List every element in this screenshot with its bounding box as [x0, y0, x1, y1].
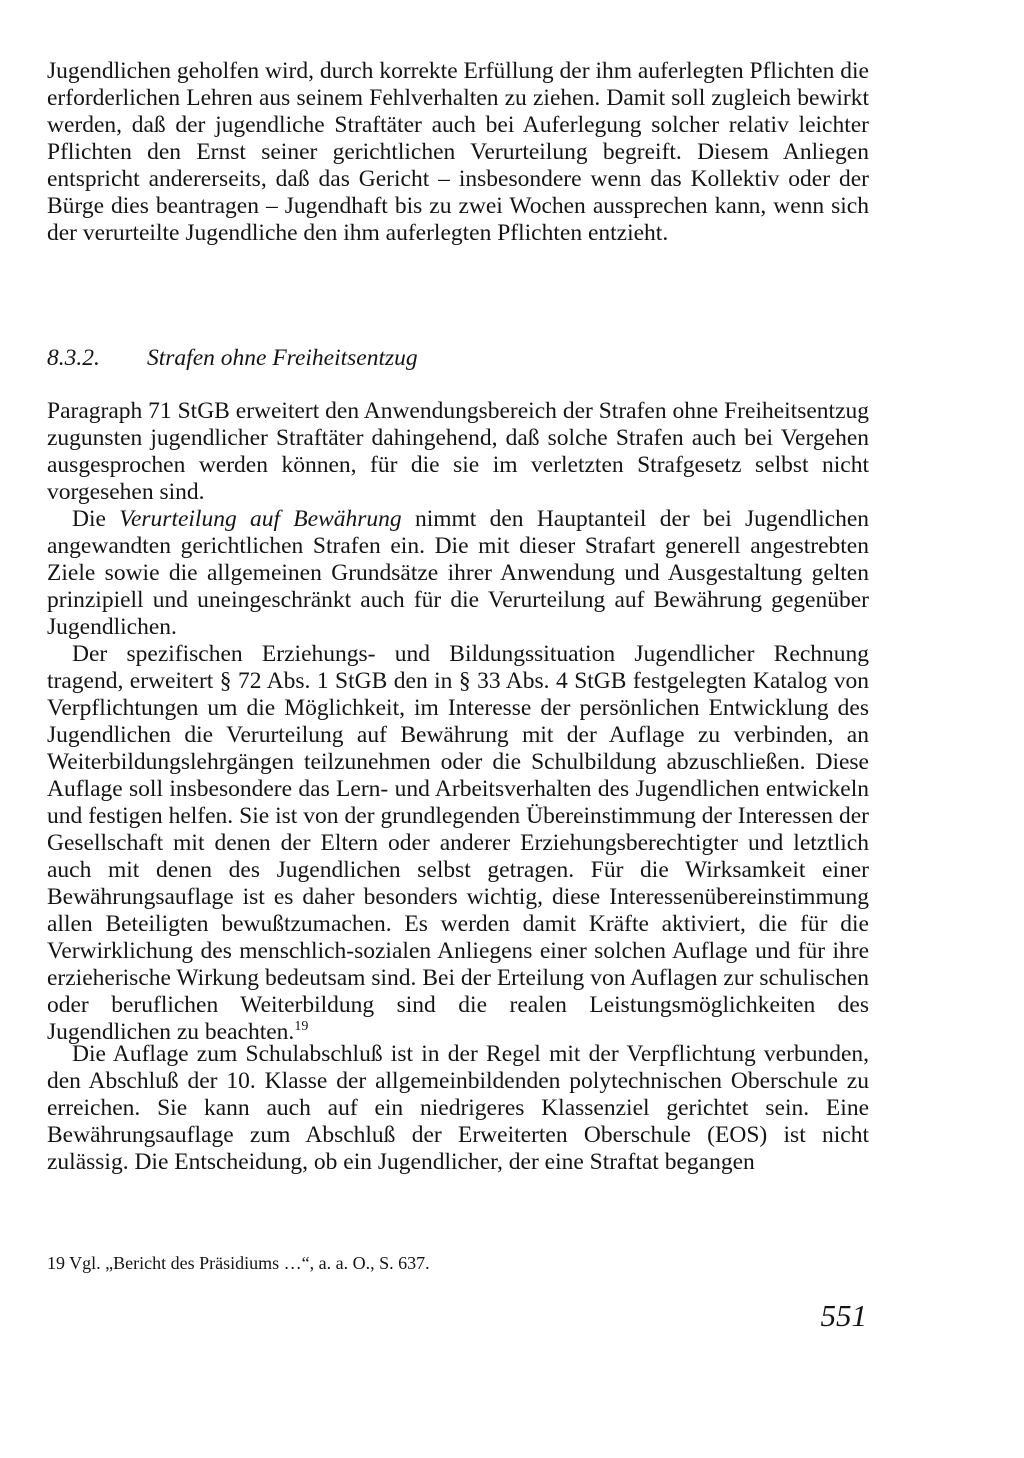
section-number: 8.3.2.	[47, 345, 100, 371]
paragraph-verurteilung-auf-bewaehrung	[47, 506, 869, 641]
section-title: Strafen ohne Freiheitsentzug	[147, 345, 418, 371]
emphasized-term: Verurteilung auf Bewährung	[119, 506, 402, 532]
paragraph-text: Die Auflage zum Schulabschluß ist in der Regel mit der Verpflichtung verbunden, den Abschluß der 10. Klasse der allgemeinbildenden polytechnischen Oberschule zu erreichen. Sie kann auch auf ein niedrigeres Klassenziel gerichtet sein. Eine Bewährungsauflage zum Abschluß der Erweiterten Oberschule (EOS) ist nicht zulässig. Die Entscheidung, ob ein Jugendlicher, der eine Straftat begangen	[47, 1041, 869, 1175]
paragraph-71-stgb: Paragraph 71 StGB erweitert den Anwendungsbereich der Strafen ohne Freiheitsentzug zugunsten jugendlicher Straftäter dahingehend, daß solche Strafen auch bei Vergehen ausgesprochen werden können, für die sie im verletzten Strafgesetz selbst nicht vorgesehen sind.	[47, 398, 869, 505]
paragraph-text: Der spezifischen Erziehungs- und Bildungssituation Jugendlicher Rechnung tragend, erweitert § 72 Abs. 1 StGB den in § 33 Abs. 4 StGB festgelegten Katalog von Verpflichtungen um die Möglichkeit, im Interesse der persönlichen Entwicklung des Jugendlichen die Verurteilung auf Bewährung mit der Auflage zu verbinden, an Weiterbildungslehrgängen teilzunehmen oder die Schulbildung abzuschließen. Diese Auflage soll insbesondere das Lern- und Arbeitsverhalten des Jugendlichen entwickeln und festigen helfen. Sie ist von der grundlegenden Übereinstimmung der Interessen der Gesellschaft mit denen der Eltern oder anderer Erziehungsberechtigter und letztlich auch mit denen des Jugendlichen selbst getragen. Für die Wirksamkeit einer Bewährungsauflage ist es daher besonders wichtig, diese Interessenübereinstimmung allen Beteiligten bewußtzumachen. Es werden damit Kräfte aktiviert, die für die Verwirklichung des menschlich-sozialen Anliegens einer solchen Auflage und für ihre erzieherische Wirkung bedeutsam sind. Bei der Erteilung von Auflagen zur schulischen oder beruflichen Weiterbildung sind die realen Leistungsmöglichkeiten des Jugendlichen zu beachten.	[47, 641, 869, 1045]
paragraph-rest-text: nimmt den Hauptanteil der bei Jugendlichen angewandten gerichtlichen Strafen ein. Die mit dieser Strafart generell angestrebten Ziele sowie die allgemeinen Grundsätze ihrer Anwendung und Ausgestaltung gelten prinzipiell und uneingeschränkt auch für die Verurteilung auf Bewährung gegenüber Jugendlichen.	[47, 506, 870, 640]
paragraph-continued: Jugendlichen geholfen wird, durch korrekte Erfüllung der ihm auferlegten Pflichten die erforderlichen Lehren aus seinem Fehlverhalten zu ziehen. Damit soll zugleich bewirkt werden, daß der jugendliche Straftäter auch bei Auferlegung solcher relativ leichter Pflichten den Ernst seiner gerichtlichen Verurteilung begreift. Diesem Anliegen entspricht andererseits, daß das Gericht – insbesondere wenn das Kollektiv oder der Bürge dies beantragen – Jugendhaft bis zu zwei Wochen aussprechen kann, wenn sich der verurteilte Jugendliche den ihm auferlegten Pflichten entzieht.	[47, 58, 869, 246]
page-number: 551	[820, 1298, 867, 1333]
footnote-reference: 19	[294, 1019, 309, 1035]
section-heading	[47, 343, 418, 373]
paragraph-schulabschluss	[47, 1041, 869, 1176]
footnote: 19 Vgl. „Bericht des Präsidiums …“, a. a. O., S. 637.	[47, 1253, 430, 1273]
paragraph-lead-text: Die	[72, 506, 120, 532]
paragraph-72-stgb	[47, 641, 869, 1046]
